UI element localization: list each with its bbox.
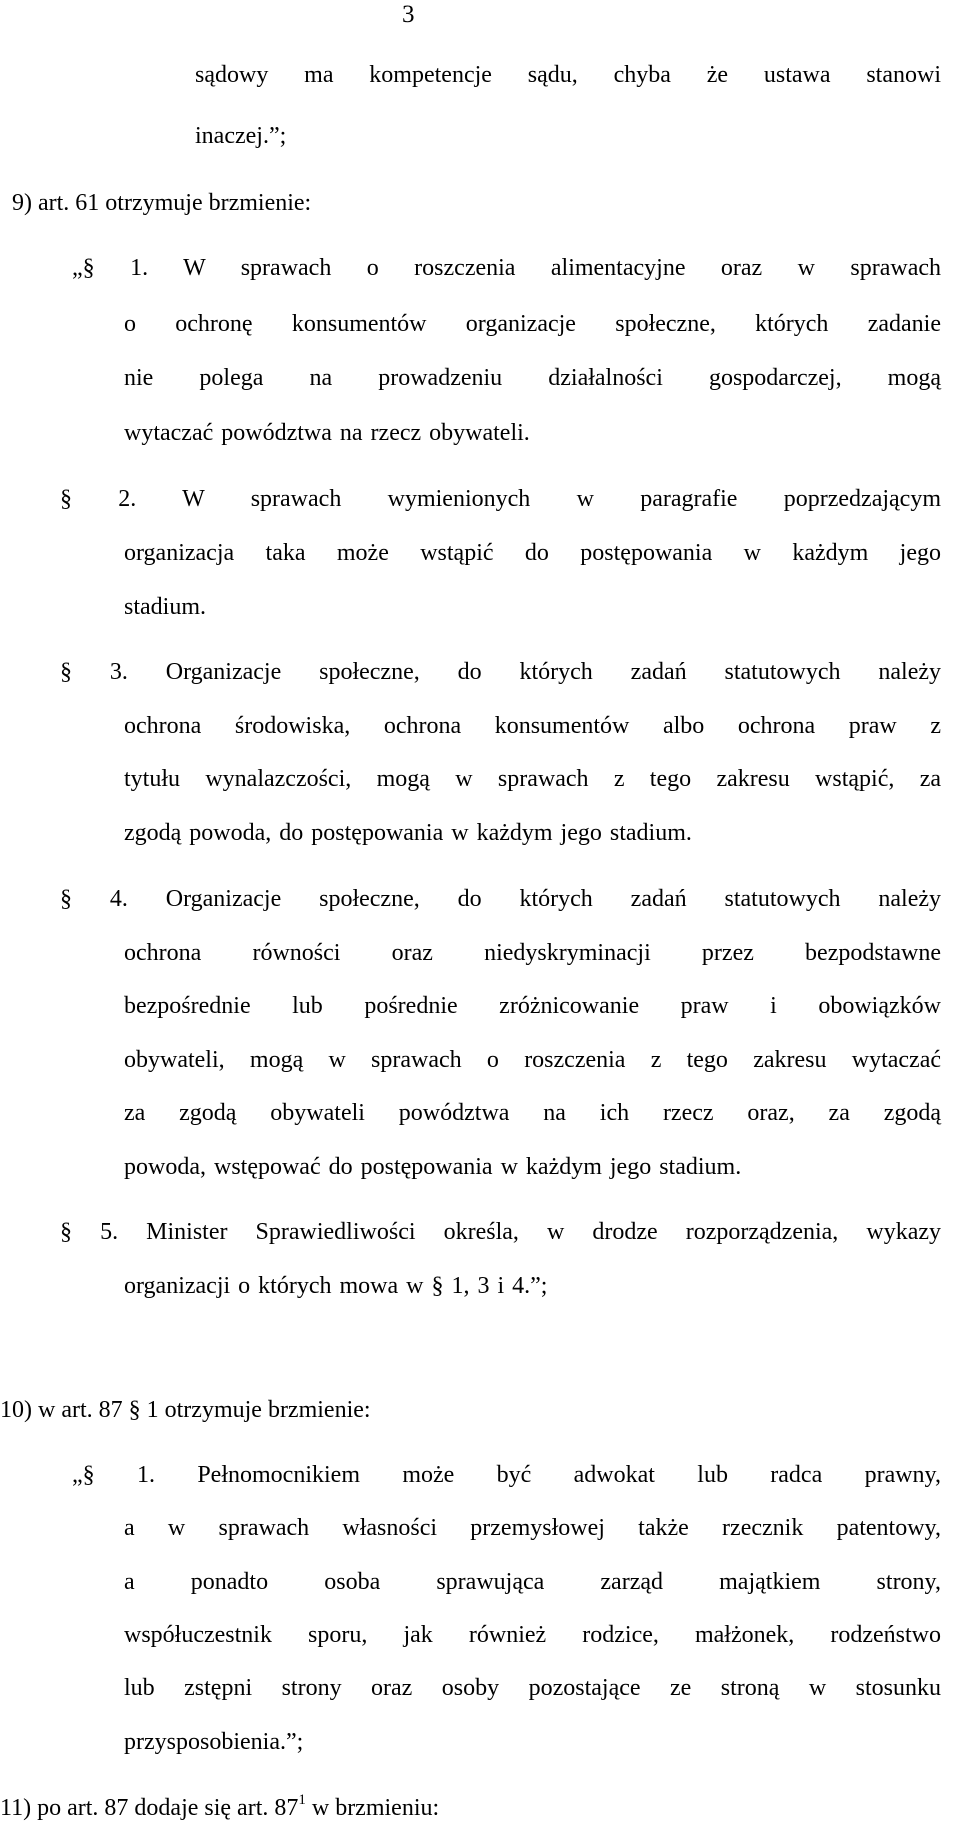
article-superscript: 1 bbox=[298, 1792, 306, 1808]
text-line: przysposobienia.”; bbox=[124, 1729, 304, 1755]
text-line: inaczej.”; bbox=[195, 123, 287, 149]
text-line: powoda, wstępować do postępowania w każdym jego stadium. bbox=[124, 1154, 742, 1180]
text-line: nie polega na prowadzeniu działalności gospodarczej, mogą bbox=[124, 365, 941, 391]
text-line: a ponadto osoba sprawująca zarząd majątkiem strony, bbox=[124, 1569, 941, 1595]
text-line: współuczestnik sporu, jak również rodzice, małżonek, rodzeństwo bbox=[124, 1622, 941, 1648]
text-line: § 4. Organizacje społeczne, do których zadań statutowych należy bbox=[60, 886, 941, 912]
text-line: obywateli, mogą w sprawach o roszczenia z tego zakresu wytaczać bbox=[124, 1047, 941, 1073]
list-item-9: 9) art. 61 otrzymuje brzmienie: bbox=[12, 190, 312, 216]
text-line: § 3. Organizacje społeczne, do których zadań statutowych należy bbox=[60, 659, 941, 685]
text-line: § 5. Minister Sprawiedliwości określa, w drodze rozporządzenia, wykazy bbox=[60, 1219, 941, 1245]
text-line: wytaczać powództwa na rzecz obywateli. bbox=[124, 420, 530, 446]
text-line: „§ 1. W sprawach o roszczenia alimentacyjne oraz w sprawach bbox=[72, 255, 941, 281]
text-line: a w sprawach własności przemysłowej także rzecznik patentowy, bbox=[124, 1515, 941, 1541]
text-line: sądowy ma kompetencje sądu, chyba że ustawa stanowi bbox=[195, 62, 941, 88]
list-item-10: 10) w art. 87 § 1 otrzymuje brzmienie: bbox=[0, 1397, 371, 1423]
text-line: bezpośrednie lub pośrednie zróżnicowanie praw i obowiązków bbox=[124, 993, 941, 1019]
page-number: 3 bbox=[402, 1, 415, 28]
text-line: za zgodą obywateli powództwa na ich rzecz oraz, za zgodą bbox=[124, 1100, 941, 1126]
text-line: zgodą powoda, do postępowania w każdym jego stadium. bbox=[124, 820, 692, 846]
list-item-11-tail: w brzmieniu: bbox=[305, 1795, 440, 1821]
text-line: ochrona równości oraz niedyskryminacji przez bezpodstawne bbox=[124, 940, 941, 966]
list-item-11 bbox=[0, 1793, 439, 1823]
text-line: lub zstępni strony oraz osoby pozostające ze stroną w stosunku bbox=[124, 1675, 941, 1701]
text-line: § 2. W sprawach wymienionych w paragrafie poprzedzającym bbox=[60, 486, 941, 512]
text-line: stadium. bbox=[124, 594, 206, 620]
text-line: organizacja taka może wstąpić do postępowania w każdym jego bbox=[124, 540, 941, 566]
text-line: organizacji o których mowa w § 1, 3 i 4.”; bbox=[124, 1273, 548, 1299]
list-item-11-text: 11) po art. 87 dodaje się art. 87 bbox=[0, 1795, 299, 1821]
text-line: o ochronę konsumentów organizacje społeczne, których zadanie bbox=[124, 311, 941, 337]
text-line: „§ 1. Pełnomocnikiem może być adwokat lub radca prawny, bbox=[72, 1462, 941, 1488]
text-line: tytułu wynalazczości, mogą w sprawach z tego zakresu wstąpić, za bbox=[124, 766, 941, 792]
text-line: ochrona środowiska, ochrona konsumentów albo ochrona praw z bbox=[124, 713, 941, 739]
